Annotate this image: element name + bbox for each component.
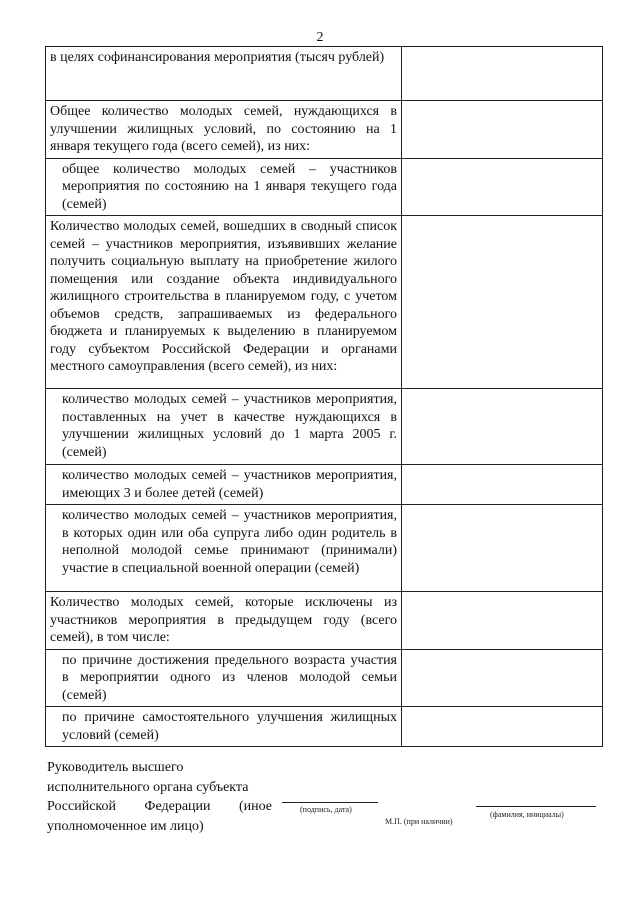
page-number: 2 — [316, 30, 324, 45]
row-value-cell[interactable] — [402, 707, 603, 747]
row-label-cell — [46, 707, 402, 747]
row-label-cell — [46, 465, 402, 505]
row-label: количество молодых семей – участников мероприятия, поставленных на учет в качестве нуждающихся в улучшении жилищных условий до 1 марта 2005 г. (семей) — [62, 392, 397, 460]
signature-caption: (подпись, дата) — [300, 805, 352, 814]
table-row — [46, 505, 603, 592]
stamp-caption: М.П. (при наличии) — [385, 817, 453, 826]
row-label-cell — [46, 649, 402, 707]
row-value-cell[interactable] — [402, 505, 603, 592]
table-row — [46, 592, 603, 650]
row-value-cell[interactable] — [402, 649, 603, 707]
row-label: Количество молодых семей, вошедших в сводный список семей – участников мероприятия, изъявивших желание получить социальную выплату на приобретение жилого помещения или создание объекта индивидуального жилищного строительства в планируемом году, с учетом объемов средств, запрашиваемых из федерального бюджета и планируемых к выделению в планируемом году субъектом Российской Федерации и органами местного самоуправления (всего семей), из них: — [50, 219, 397, 374]
row-label-cell — [46, 158, 402, 216]
row-label-cell — [46, 101, 402, 159]
signatory-line-1: Руководитель высшего — [47, 760, 184, 775]
row-label: Общее количество молодых семей, нуждающихся в улучшении жилищных условий, по состоянию на 1 января текущего года (всего семей), из них: — [50, 104, 397, 154]
table-row — [46, 101, 603, 159]
name-caption: (фамилия, инициалы) — [490, 810, 564, 819]
row-value-cell[interactable] — [402, 101, 603, 159]
row-label: количество молодых семей – участников мероприятия, в которых один или оба супруга либо один родитель в неполной молодой семье принимают (принимали) участие в специальной военной операции (семей) — [62, 508, 397, 576]
name-line — [476, 806, 596, 807]
row-value-cell[interactable] — [402, 47, 603, 101]
row-value-cell[interactable] — [402, 216, 603, 389]
row-label: Количество молодых семей, которые исключены из участников мероприятия в предыдущем году (всего семей), в том числе: — [50, 595, 397, 645]
row-label: в целях софинансирования мероприятия (тысяч рублей) — [50, 50, 385, 65]
row-label: по причине самостоятельного улучшения жилищных условий (семей) — [62, 710, 397, 743]
table-row — [46, 216, 603, 389]
row-value-cell[interactable] — [402, 465, 603, 505]
row-value-cell[interactable] — [402, 389, 603, 465]
table-row — [46, 389, 603, 465]
row-label-cell — [46, 505, 402, 592]
signatory-block — [47, 758, 272, 836]
table-row — [46, 47, 603, 101]
row-label-cell — [46, 47, 402, 101]
row-label-cell — [46, 592, 402, 650]
row-value-cell[interactable] — [402, 592, 603, 650]
row-label: общее количество молодых семей – участников мероприятия по состоянию на 1 января текущего года (семей) — [62, 161, 397, 212]
signature-line — [282, 802, 378, 803]
report-table — [45, 46, 603, 747]
signatory-line-3: Российской Федерации (иное — [47, 799, 272, 814]
signatory-line-4: уполномоченное им лицо) — [47, 818, 204, 834]
signatory-line-2: исполнительного органа субъекта — [47, 779, 249, 795]
table-row — [46, 649, 603, 707]
row-label: по причине достижения предельного возраста участия в мероприятии одного из членов молодой семьи (семей) — [62, 652, 397, 703]
table-row — [46, 158, 603, 216]
row-label-cell — [46, 389, 402, 465]
table-row — [46, 465, 603, 505]
row-value-cell[interactable] — [402, 158, 603, 216]
row-label-cell — [46, 216, 402, 389]
row-label: количество молодых семей – участников мероприятия, имеющих 3 и более детей (семей) — [62, 468, 397, 501]
table-row — [46, 707, 603, 747]
